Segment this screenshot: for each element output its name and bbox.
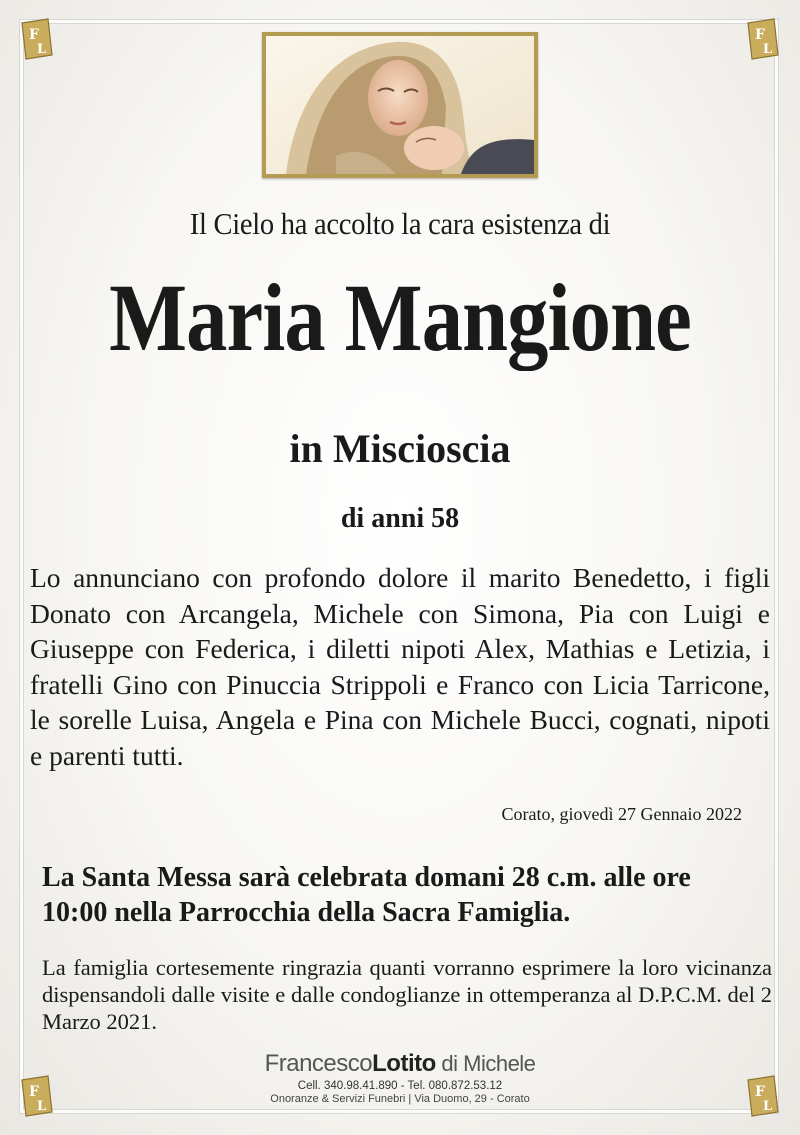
brand-surname: Lotito: [372, 1050, 436, 1077]
intro-text: Il Cielo ha accolto la cara esistenza di: [189, 206, 611, 241]
age-text: di anni 58: [340, 503, 460, 534]
corner-logo-top-right: [734, 10, 792, 68]
fl-monogram-icon: [744, 17, 782, 61]
funeral-home-contacts: Cell. 340.98.41.890 - Tel. 080.872.53.12: [297, 1080, 503, 1092]
announcement-paragraph: [30, 560, 770, 773]
funeral-home-footer: [0, 1050, 800, 1105]
svg-text:F: F: [755, 27, 765, 43]
announcement-text: Lo annunciano con profondo dolore il marito Benedetto, i figli Donato con Arcangela, Michele con Simona, Pia con Luigi e Giuseppe con Federica, i diletti nipoti Alex, Mathias e Letizia, i fratelli Gino con Pinuccia Strippoli e Franco con Licia Tarricone, le sorelle Luisa, Angela e Pina con Michele Bucci, cognati, nipoti e parenti tutti.: [30, 562, 770, 771]
svg-text:F: F: [29, 1084, 39, 1100]
funeral-home-brand: [0, 1050, 800, 1078]
madonna-icon: [266, 36, 534, 174]
place-date: Corato, giovedì 27 Gennaio 2022: [501, 804, 742, 824]
fl-monogram-icon: [18, 17, 56, 61]
brand-suffix: di Michele: [435, 1051, 536, 1076]
svg-text:F: F: [29, 27, 39, 43]
funeral-home-services: Onoranze & Servizi Funebri | Via Duomo, 29 - Corato: [270, 1093, 530, 1105]
deceased-name: Maria Mangione: [109, 264, 691, 371]
svg-text:L: L: [763, 42, 773, 57]
married-name: in Miscioscia: [289, 426, 511, 471]
svg-text:L: L: [37, 42, 47, 57]
svg-text:L: L: [37, 1099, 47, 1114]
mass-info: La Santa Messa sarà celebrata domani 28 c.m. alle ore 10:00 nella Parrocchia della Sacra Famiglia.: [42, 862, 691, 928]
brand-first-name: Francesco: [264, 1050, 373, 1077]
svg-text:F: F: [755, 1084, 765, 1100]
madonna-and-child-image: [262, 32, 538, 178]
corner-logo-top-left: [8, 10, 66, 68]
svg-text:L: L: [763, 1099, 773, 1114]
thanks-paragraph: La famiglia cortesemente ringrazia quanti vorranno esprimere la loro vicinanza dispensandoli dalle visite e dalle condoglianze in ottemperanza al D.P.C.M. del 2 Marzo 2021.: [42, 955, 772, 1034]
